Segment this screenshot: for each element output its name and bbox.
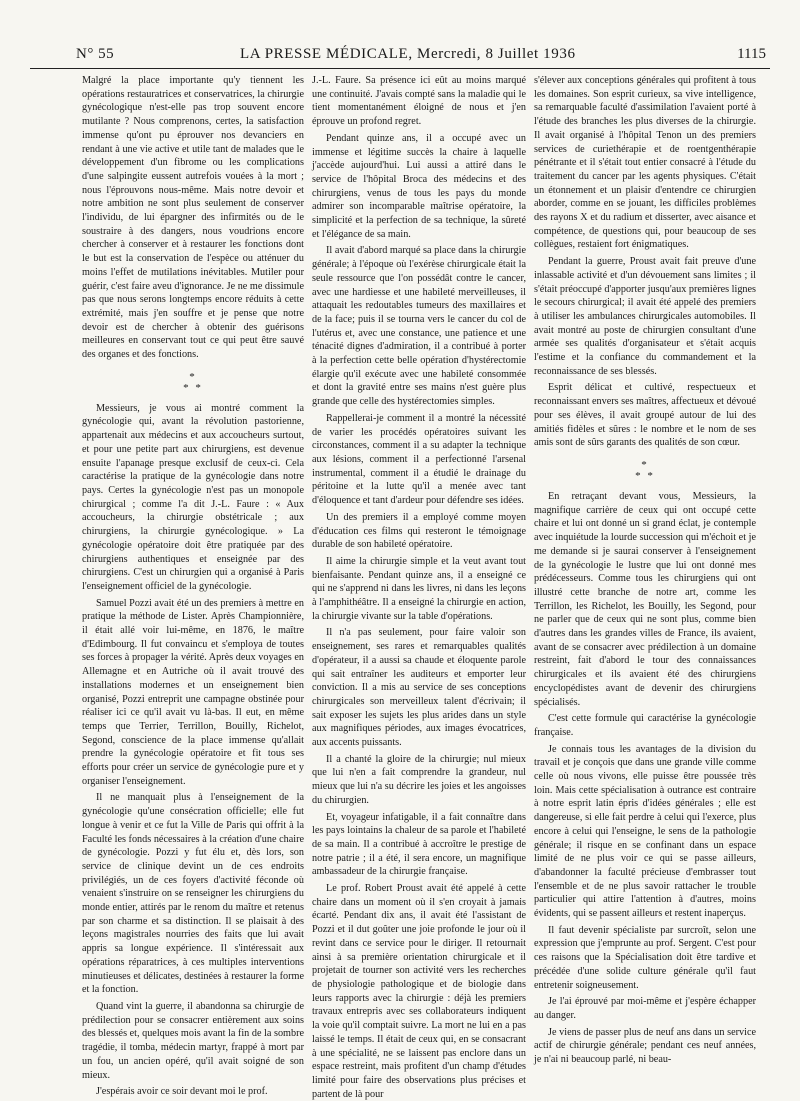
paragraph: Quand vint la guerre, il abandonna sa chirurgie de prédilection pour se consacrer entièrement aux soins des blessés et, quelques mois avant la fin de la sombre tragédie, il tomba, médecin martyr, frappé à mort par un fou, un ancien opéré, qu'il avait soigné de son mieux. xyxy=(82,1001,304,1081)
paragraph: Je viens de passer plus de neuf ans dans un service actif de chirurgie générale; pendant ces neuf années, je n'ai ni beaucoup parlé, ni beau- xyxy=(534,1026,756,1066)
text-column-1 xyxy=(82,74,304,1098)
paragraph: s'élever aux conceptions générales qui profitent à tous les domaines. Son esprit curieux, sa vive intelligence, sa remarquable faculté d'assimilation l'avaient porté à l'étude des branches les plus diverses de la chirurgie. Il avait organisé à l'hôpital Tenon un des premiers services de curiethérapie et de roentgenthérapie pénétrante et il s'était tout entier consacré à l'étude du traitement du cancer par les agents physiques. C'était un étonnement et un plaisir d'entendre ce chirurgien aborder, comme en se jouant, les difficiles problèmes des rayons X et du radium et disserter, avec aisance et compétence, de questions qui, pour beaucoup de ses collègues, restaient fort énigmatiques. xyxy=(534,75,756,251)
text-column-3 xyxy=(534,74,756,1066)
paragraph: Il ne manquait plus à l'enseignement de la gynécologie qu'une consécration officielle; elle fut longue à venir et ce fut la Ville de Paris qui offrit à la Faculté les fonds nécessaires à la création d'une chaire de gynécologie. Pozzi y fut élu et, dès lors, son service de clinique devint un de ces endroits privilégiés, un de ces foyers d'activité féconde où venaient s'instruire on se renseigner les chirurgiens du monde entier, attirés par le renom du maître et retenus par son charme et sa distinction. Il se plaisait à des leçons magistrales nourries des faits que lui avait appris sa longue expérience. Il s'intéressait aux opérations réparatrices, à ces multiples interventions minutieuses et délicates, destinées à restaurer la forme et la fonction. xyxy=(82,792,304,996)
publication-title: LA PRESSE MÉDICALE, Mercredi, 8 Juillet 1936 xyxy=(240,46,576,62)
paragraph: J'espérais avoir ce soir devant moi le prof. xyxy=(96,1086,268,1098)
page-number: 1115 xyxy=(737,46,766,62)
paragraph: Un des premiers il a employé comme moyen d'éducation ces films qui resteront le témoignage durable de son habileté opératoire. xyxy=(312,511,526,551)
paragraph: Il a chanté la gloire de la chirurgie; nul mieux que lui n'en a fait comprendre la grandeur, nul mieux que lui n'a su décrire les joies et les angoisses du chirurgien. xyxy=(312,753,526,806)
issue-number: N° 55 xyxy=(76,46,115,62)
paragraph: Pendant quinze ans, il a occupé avec un immense et légitime succès la chaire à laquelle j'accède aujourd'hui. Lui aussi a attiré dans le service de l'hôpital Broca des médecins et des chirurgiens, venus de tous les pays du monde admirer son incomparable maîtrise opératoire, la simplicité et la perfection de sa technique, la sûreté et l'élégance de sa main. xyxy=(312,132,526,240)
paragraph: Le prof. Robert Proust avait été appelé à cette chaire dans un moment où il s'en croyait à jamais écarté. Pendant dix ans, il avait été l'assistant de Pozzi et il dut goûter une joie profonde le jour où il revint dans ce service pour le diriger. Il retournait ainsi à sa première orientation chirurgicale et il projetait de tourner son activité vers les recherches de physiologie pathologique et de biologie dans leurs rapports avec la chirurgie : déjà les premiers travaux entrepris avec ses collaborateurs indiquent la voie qu'il comptait suivre. La mort ne lui en a pas laissé le temps. Il était de ceux qui, en se consacrant à une spécialité, ne se laissent pas enclore dans un espace restreint, mais profitent d'un champ d'études limité pour faire des observations plus précises et partent de là pour xyxy=(312,883,526,1100)
paragraph: Il aime la chirurgie simple et la veut avant tout bienfaisante. Pendant quinze ans, il a enseigné ce qui ne s'apprend ni dans les livres, ni dans les leçons à l'amphithéâtre. Il a enseigné la chirurgie en action, la chirurgie vivante sur la table d'opérations. xyxy=(312,555,526,622)
paragraph: Samuel Pozzi avait été un des premiers à mettre en pratique la méthode de Lister. Après Championnière, il était allé voir lui-même, en 1876, le maître d'Edimbourg. Il fut convaincu et s'employa de toutes ses forces à propager la vérité. Après deux voyages en Allemagne et en Autriche où il avait trouvé des installations modernes et un enseignement bien organisé, Pozzi entreprit une campagne obstinée pour réaliser ici ce qu'il avait vu là-bas. Il eut, en même temps que Terrier, Terrillon, Bouilly, Richelot, Segond, conscience de la place immense qu'allait prendre la gynécologie opératoire et fit tous ses efforts pour créer un service de gynécologie pure et y organiser l'enseignement. xyxy=(82,597,304,787)
paragraph: Malgré la place importante qu'y tiennent les opérations restauratrices et conservatrices, la chirurgie gynécologique n'est-elle pas trop souvent encore mutilante ? Nous comprenons, certes, la satisfaction immense qu'ont pu éprouver nos devanciers en rendant à une vie active et utile tant de malades que le développement d'un fibrome ou les complications d'une salpingite eussent autrefois vouées à la mort ; nous l'éprouvons nous-même. Mais notre devoir et notre ambition ne sont plus seulement de conserver l'individu, de lui épargner des infirmités ou de le soustraire à des dangers, nous voudrions encore chercher à conserver et à restaurer les fonctions dont le but est la conservation de l'espèce ou atténuer du moins l'effet de mutilations inévitables. Mutiler pour guérir, c'est faire aveu d'ignorance. Je ne me dissimule pas que nous serons longtemps encore réduits à cette extrémité, mais j'en souffre et je pense que notre devoir est de chercher à obtenir des guérisons meilleures en conservant tout ce qui peut être sauvé des organes et des fonctions. xyxy=(82,75,304,361)
paragraph: Il faut devenir spécialiste par surcroît, selon une expression que j'emprunte au prof. Sergent. C'est pour ces raisons que la Spécialisation doit être tardive et précédée d'une solide culture générale qu'il faut entretenir soigneusement. xyxy=(534,924,756,991)
paragraph: Il n'a pas seulement, pour faire valoir son enseignement, ses rares et remarquables qualités d'opérateur, il a aussi sa chaude et éloquente parole qui sait entraîner les auditeurs et emporter leur conviction. Il a mis au service de ses conceptions chirurgicales son merveilleux talent d'écrivain; il sait exposer les sujets les plus arides dans un style aux magnifiques périodes, aux images évocatrices, aux accents puissants. xyxy=(312,627,526,749)
paragraph: Je l'ai éprouvé par moi-même et j'espère échapper au danger. xyxy=(534,996,756,1021)
paragraph: Il avait d'abord marqué sa place dans la chirurgie générale; à l'époque où l'exérèse chirurgicale était la seule ressource que l'on possédât contre le cancer, avec une hardiesse et une habileté merveilleuses, il attaquait les redoutables tumeurs des maxillaires et de la face; puis il se tourna vers le cancer du col de l'utérus et, avec une constance, une patience et une ténacité dignes d'admiration, il a contribué à porter à la perfection cette belle opération d'hystérectomie élargie qu'il exécute avec une habileté consommée et dont la gravité entre ses mains n'est guère plus grande que celle des hystérectomies simples. xyxy=(312,245,526,408)
paragraph: C'est cette formule qui caractérise la gynécologie française. xyxy=(534,713,756,738)
page-header xyxy=(30,42,770,69)
paragraph: Messieurs, je vous ai montré comment la gynécologie qui, avant la révolution pastorienne, appartenait aux médecins et aux accoucheurs surtout, et pour une petite part aux chirurgiens, est devenue ensuite l'apanage presque exclusif de ceux-ci. Cela caractérise la pratique de la gynécologie dans notre pays. Certes la gynécologie n'est pas un monopole chirurgical ; comme l'a dit J.-L. Faure : « Aux accoucheurs, la chirurgie obstétricale ; aux chirurgiens, la chirurgie gynécologique. » La gynécologie opératoire doit être pratiquée par des chirurgiens authentiques et enseignée par des chirurgiens. C'est un chirurgien qui a organisé à Paris l'enseignement officiel de la gynécologie. xyxy=(82,402,304,592)
paragraph: Je connais tous les avantages de la division du travail et je conçois que dans une grande ville comme celle où nous vivons, elle puisse être poussée très loin. Mais cette spécialisation à outrance est contraire à notre esprit latin épris d'idées générales ; elle est dangereuse, si elle fait perdre à celui qui l'exerce, plus encore à celui qui l'enseigne, le sens de la pathologie générale; il risque en se confinant dans un espace limité de ne plus voir ce qui se passe ailleurs, d'abandonner la faculté précieuse d'embrasser tout l'ensemble et de ne plus savoir rattacher le trouble particulier qui attire l'attention à d'autres, moins évidents, qui se passent ailleurs et restent inaperçus. xyxy=(534,743,756,920)
paragraph: Pendant la guerre, Proust avait fait preuve d'une inlassable activité et d'un dévouement sans limites ; il s'était préoccupé d'apporter jusqu'aux premières lignes le secours chirurgical; il avait été appelé des premiers à utiliser les ambulances chirurgicales automobiles. Il avait montré au poste de chirurgien consultant d'une armée ses qualités d'organisateur et s'était acquis l'estime et la confiance du commandement et la reconnaissance de ses blessés. xyxy=(534,256,756,377)
paragraph: Esprit délicat et cultivé, respectueux et reconnaissant envers ses maîtres, affectueux et dévoué pour ses élèves, il avait groupé autour de lui des amitiés fidèles et sûres : le nombre et le nom de ses amis sont de sûrs garants des qualités de son cœur. xyxy=(534,382,756,449)
section-separator: * * * xyxy=(635,458,655,482)
section-separator: * * * xyxy=(183,370,203,394)
paragraph: En retraçant devant vous, Messieurs, la magnifique carrière de ceux qui ont occupé cette chaire et lui ont donné un si grand éclat, je contemple avec inquiétude la lourde succession qui m'échoit et je me demande si je saurai conserver à l'enseignement de la gynécologie le lustre que lui ont donné mes prédécesseurs. Comme tous les chirurgiens qui ont illustré cette branche de notre art, comme les Terrillon, les Richelot, les Bouilly, les Segond, pour ne parler que de ceux qui ne sont plus, comme bien d'autres dans les grandes villes de France, ils avaient, avant de se consacrer avec prédilection à un domaine restreint, fait d'abord le tour des connaissances chirurgicales et ils avaient été des chirurgiens encyclopédistes avant de devenir des chirurgiens spécialisés. xyxy=(534,490,756,708)
paragraph: Et, voyageur infatigable, il a fait connaître dans les pays lointains la chaleur de sa parole et l'habileté de sa main. Il a contribué à accroître le prestige de notre patrie ; il a été, il sera encore, un magnifique ambassadeur de la chirurgie française. xyxy=(312,811,526,878)
text-column-2 xyxy=(312,74,526,1100)
paragraph: Rappellerai-je comment il a montré la nécessité de varier les procédés opératoires suivant les circonstances, comment il a su adapter la technique aux lésions, comment il a perfectionné l'arsenal instrumental, comment il a étudié le drainage du péritoine et la lutte qu'il a menée avec tant d'éloquence et tant d'ardeur pour défendre ses idées. xyxy=(312,412,526,507)
paragraph: J.-L. Faure. Sa présence ici eût au moins marqué une continuité. J'avais compté sans la maladie qui le tient momentanément éloigné de nous et j'en éprouve un profond regret. xyxy=(312,75,526,128)
